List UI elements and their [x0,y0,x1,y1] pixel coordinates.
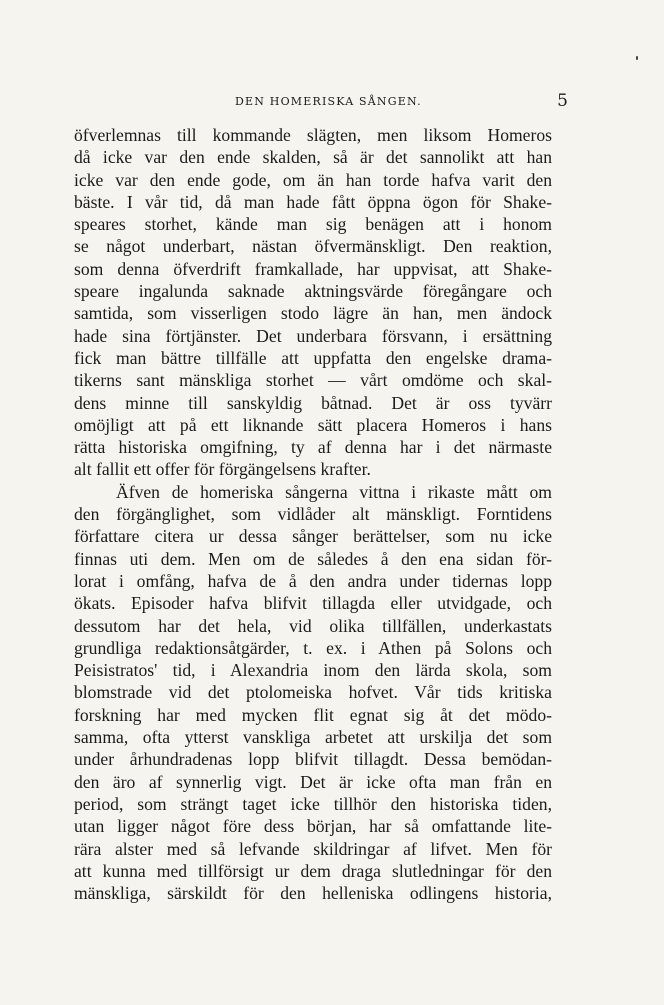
text-line: samma, ofta ytterst vanskliga arbetet att urskilja det som [74,727,552,748]
text-line: grundliga redaktionsåtgärder, t. ex. i Athen på Solons och [74,637,552,658]
text-line: utan ligger något före dess början, har så omfattande lite- [74,816,552,837]
text-line: forskning har med mycken flit egnat sig åt det mödo- [74,704,552,725]
text-line: dessutom har det hela, vid olika tillfällen, underkastats [74,615,552,636]
text-line: tikerns sant mänskliga storhet — vårt omdöme och skal- [74,370,552,391]
text-line: under århundradenas lopp blifvit tillagdt. Dessa bemödan- [74,749,552,770]
text-line: att kunna med tillförsigt ur dem draga slutledningar för den [74,860,552,881]
text-line: dens minne till sanskyldig båtnad. Det är oss tyvärr [74,392,552,413]
text-line: period, som strängt taget icke tillhör den historiska tiden, [74,793,552,814]
text-line: mänskliga, särskildt för den helleniska odlingens historia, [74,883,552,904]
ink-speck [636,56,638,60]
text-line: rära alster med så lefvande skildringar af lifvet. Men för [74,838,552,859]
text-line: som denna öfverdrift framkallade, har uppvisat, att Shake- [74,258,552,279]
page-number: 5 [557,91,568,111]
text-line: ökats. Episoder hafva blifvit tillagda eller utvidgade, och [74,593,552,614]
text-line: alt fallit ett offer för förgängelsens krafter. [74,459,371,480]
text-line: hade sina förtjänster. Det underbara försvann, i ersättning [74,325,552,346]
text-line: bäste. I vår tid, då man hade fått öppna ögon för Shake- [74,191,552,212]
text-line: fick man bättre tillfälle att uppfatta den engelske drama- [74,347,552,368]
text-line: öfverlemnas till kommande slägten, men liksom Homeros [74,125,552,145]
text-line: lorat i omfång, hafva de å den andra under tidernas lopp [74,570,552,591]
text-line: Peisistratos' tid, i Alexandria inom den lärda skola, som [74,660,552,681]
body-text [74,124,552,904]
text-line: då icke var den ende skalden, så är det sannolikt att han [74,147,552,168]
text-line: samtida, som visserligen stodo lägre än han, men ändock [74,303,552,324]
text-line: icke var den ende gode, om än han torde hafva varit den [74,169,552,190]
text-line: blomstrade vid det ptolomeiska hofvet. Vår tids kritiska [74,682,552,703]
text-line: Äfven de homeriska sångerna vittna i rikaste mått om [116,481,552,502]
text-line: författare citera ur dessa sånger berättelser, som nu icke [74,526,552,547]
text-line: rätta historiska omgifning, ty af denna har i det närmaste [74,437,552,458]
running-head: DEN HOMERISKA SÅNGEN. [235,95,422,108]
text-line: se något underbart, nästan öfvermänskligt. Den reaktion, [74,236,552,257]
text-line: omöjligt att på ett liknande sätt placera Homeros i hans [74,414,552,435]
text-line: speares storhet, kände man sig benägen att i honom [74,214,552,235]
text-line: speare ingalunda saknade aktningsvärde föregångare och [74,281,552,302]
text-line: den förgänglighet, som vidlåder alt mänskligt. Forntidens [74,504,552,525]
page-header [60,93,570,113]
text-line: finnas uti dem. Men om de således å den ena sidan för- [74,548,552,569]
text-line: den äro af synnerlig vigt. Det är icke ofta man från en [74,771,552,792]
